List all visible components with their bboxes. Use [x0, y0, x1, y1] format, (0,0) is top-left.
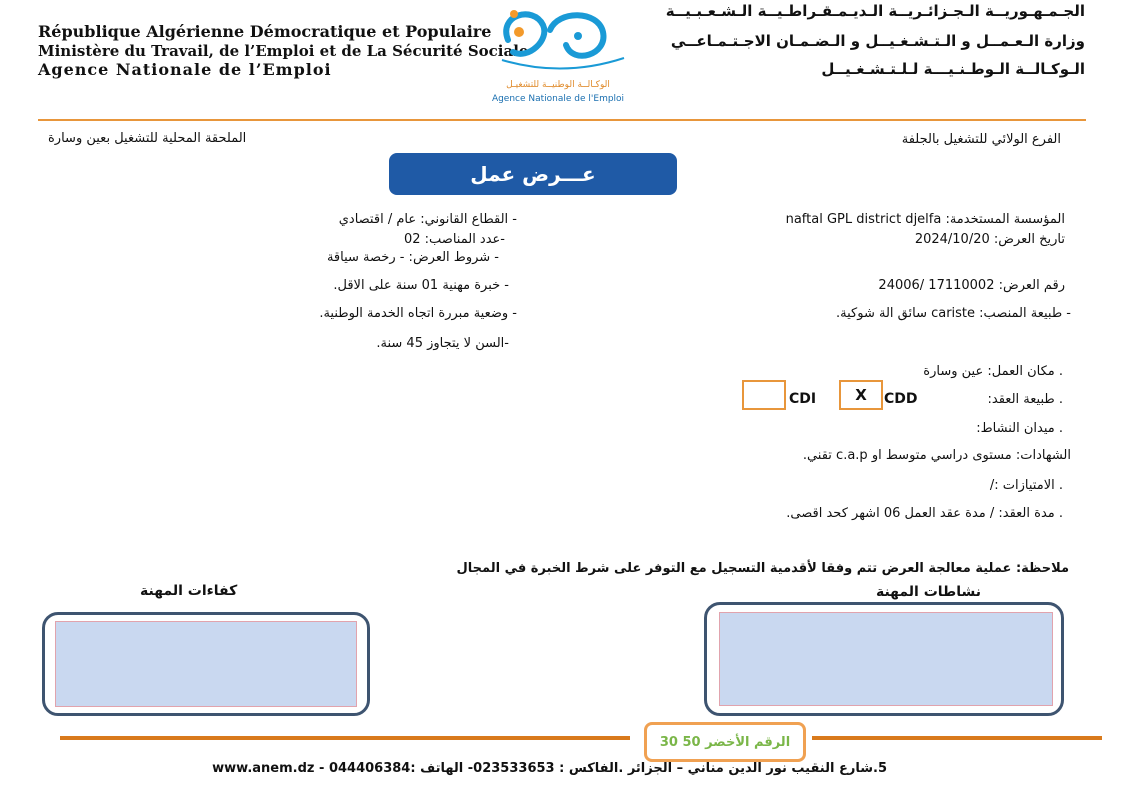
- offer-date: تاريخ العرض: 2024/10/20: [914, 232, 1065, 247]
- skills-title: كفاءات المهنة: [140, 583, 238, 599]
- logo-text-ar: الوكـالــة الوطنيــة للتشغيـل: [506, 80, 610, 90]
- age-limit: -السن لا يتجاوز 45 سنة.: [376, 336, 509, 351]
- cdi-label: CDI: [789, 391, 817, 407]
- cdd-checkbox: [839, 380, 883, 410]
- post-nature: - طبيعة المنصب: cariste سائق الة شوكية.: [836, 306, 1071, 321]
- contract-type-label: . طبيعة العقد:: [987, 392, 1063, 407]
- header-ar-line3: الـوكـالــة الـوطـنـيـــة لـلـتـشـغـيــل: [821, 60, 1085, 78]
- contract-duration: . مدة العقد: / مدة عقد العمل 06 اشهر كحد اقصى.: [786, 506, 1063, 521]
- anem-logo-icon: [488, 0, 638, 80]
- offer-conditions: - شروط العرض: - رخصة سياقة: [326, 250, 499, 265]
- activities-title: نشاطات المهنة: [875, 584, 981, 600]
- green-number: الرقم الأخضر 50 30: [644, 722, 806, 762]
- document-title: عـــرض عمل: [389, 153, 677, 195]
- header-divider: [38, 119, 1086, 121]
- logo-text-fr: Agence Nationale de l'Emploi: [491, 94, 625, 104]
- offer-number: رقم العرض: 17110002 /24006: [878, 278, 1065, 293]
- header-ar-line2: وزارة الـعـمــل و الـتـشـغـيــل و الـضـمـان الاجـتـمـاعــي: [670, 32, 1085, 50]
- footer-address: 5.شارع النقيب نور الدين مناني – الجزائر .الفاكس : 023533653- الهاتف :044406384 - www.anem.dz: [212, 761, 887, 776]
- cdd-label: CDD: [884, 391, 918, 407]
- footer-line-left: [60, 736, 630, 740]
- skills-box-content: [55, 621, 357, 707]
- cdi-checkbox: [742, 380, 786, 410]
- branch-right: الفرع الولائي للتشغيل بالجلفة: [901, 132, 1061, 147]
- military-status: - وضعية مبررة اتجاه الخدمة الوطنية.: [319, 306, 517, 321]
- legal-sector: - القطاع القانوني: عام / اقتصادي: [338, 212, 517, 227]
- footer-line-right: [812, 736, 1102, 740]
- header-fr-line2: Ministère du Travail, de l’Emploi et de La Sécurité Sociale: [38, 42, 529, 60]
- skills-box: [42, 612, 370, 716]
- work-place: . مكان العمل: عين وسارة: [923, 364, 1063, 379]
- activities-box-content: [719, 612, 1053, 706]
- diplomas: الشهادات: مستوى دراسي متوسط او c.a.p تقني.: [802, 448, 1071, 463]
- employer: المؤسسة المستخدمة: naftal GPL district djelfa: [785, 212, 1065, 227]
- header-fr-line1: République Algérienne Démocratique et Populaire: [38, 22, 492, 41]
- experience: - خبرة مهنية 01 سنة على الاقل.: [333, 278, 509, 293]
- anem-logo: [488, 0, 638, 110]
- cdd-mark: X: [855, 386, 867, 404]
- header-fr-line3: Agence Nationale de l’Emploi: [38, 60, 332, 79]
- privileges: . الامتيازات :/: [989, 478, 1063, 493]
- activity-field: . ميدان النشاط:: [976, 421, 1063, 436]
- header-ar-line1: الجـمـهـوريــة الـجـزائـريــة الـديـمـقـراطـيــة الـشـعـبـيــة: [665, 2, 1085, 20]
- activities-box: [704, 602, 1064, 716]
- branch-left: الملحقة المحلية للتشغيل بعين وسارة: [48, 131, 247, 146]
- note: ملاحظة: عملية معالجة العرض تتم وفقا لأقدمية التسجيل مع التوفر على شرط الخبرة في المجال: [456, 561, 1069, 576]
- positions-count: -عدد المناصب: 02: [403, 232, 505, 247]
